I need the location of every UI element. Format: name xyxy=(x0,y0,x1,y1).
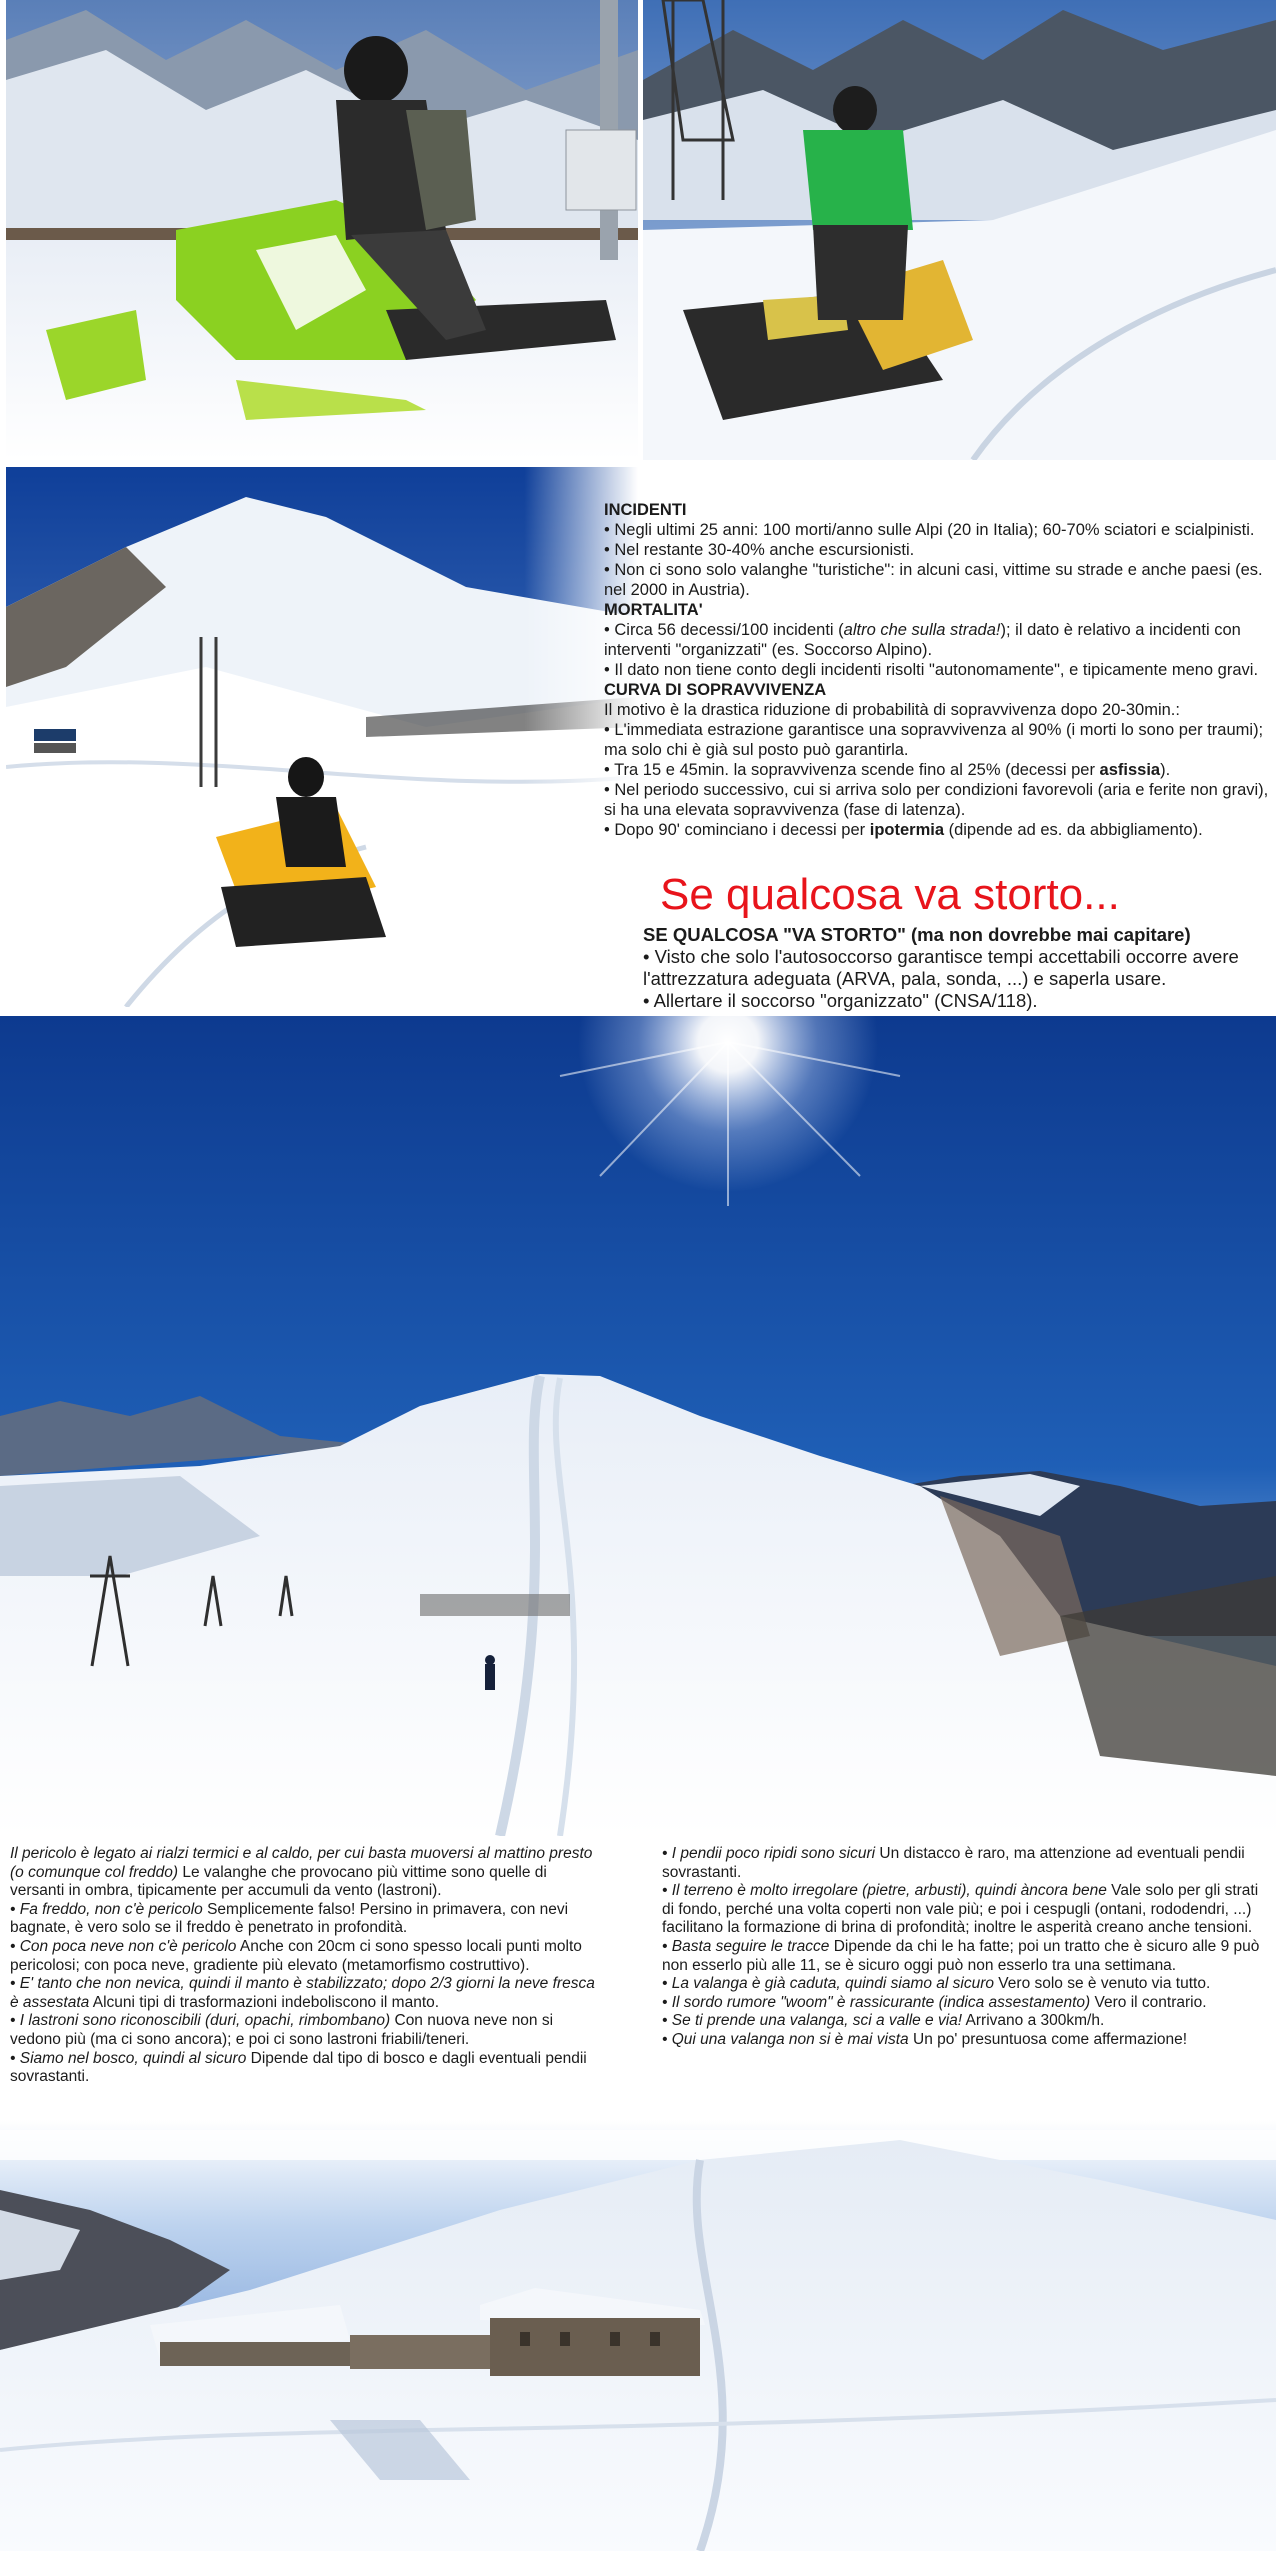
storto-heading: SE QUALCOSA "VA STORTO" (ma non dovrebbe mai capitare) xyxy=(643,924,1191,945)
storto-block xyxy=(643,924,1273,1012)
mortalita-item: • Circa 56 decessi/100 incidenti (altro che sulla strada!); il dato è relativo a incidenti con interventi "organizzati" (es. Soccorso Alpino). xyxy=(604,621,1241,659)
storto-item: • Allertare il soccorso "organizzato" (CNSA/118). xyxy=(643,990,1038,1011)
misconception-item: Il pericolo è legato ai rialzi termici e al caldo, per cui basta muoversi al mattino presto (o comunque col freddo) Le valanghe che provocano più vittime sono quelle di versanti in ombra, tipicamente per accumuli da vento (lastroni). xyxy=(10,1845,593,1900)
heading-mortalita: MORTALITA' xyxy=(604,601,703,619)
heading-incidenti: INCIDENTI xyxy=(604,501,687,519)
misconceptions-right-column xyxy=(662,1845,1264,2050)
misconceptions-left-column xyxy=(10,1845,602,2087)
misconception-item: • E' tanto che non nevica, quindi il manto è stabilizzato; dopo 2/3 giorni la neve fresca è assestata Alcuni tipi di trasformazioni indeboliscono il manto. xyxy=(10,1975,595,2011)
incidenti-item: • Nel restante 30-40% anche escursionisti. xyxy=(604,541,915,559)
incidenti-item: • Negli ultimi 25 anni: 100 morti/anno sulle Alpi (20 in Italia); 60-70% sciatori e scialpinisti. xyxy=(604,521,1255,539)
misconception-item: • I lastroni sono riconoscibili (duri, opachi, rimbombano) Con nuova neve non si vedono più (ma ci sono ancora); e poi ci sono lastroni friabili/teneri. xyxy=(10,2012,554,2048)
misconception-item: • Qui una valanga non si è mai vista Un po' presuntuosa come affermazione! xyxy=(662,2030,1188,2048)
misconception-item: • Con poca neve non c'è pericolo Anche con 20cm ci sono spesso locali punti molto pericolosi; con poca neve, gradiente più elevato (metamorfismo costruttivo). xyxy=(10,1937,582,1974)
misconception-item: • Il sordo rumore "woom" è rassicurante (indica assestamento) Vero il contrario. xyxy=(662,1993,1207,2011)
incidenti-item: • Non ci sono solo valanghe "turistiche": in alcuni casi, vittime su strade e anche paesi (es. nel 2000 in Austria). xyxy=(604,561,1263,599)
heading-curva: CURVA DI SOPRAVVIVENZA xyxy=(604,681,827,699)
info-block xyxy=(604,500,1272,840)
mortalita-item: • Il dato non tiene conto degli incidenti risolti "autonomamente", e tipicamente meno gravi. xyxy=(604,661,1259,679)
curva-item: • L'immediata estrazione garantisce una sopravvivenza al 90% (i morti lo sono per traumi); ma solo chi è già sul posto può garantirla. xyxy=(604,721,1264,759)
photo-mountain-hut-panorama xyxy=(0,2120,1276,2551)
curva-item: • Nel periodo successivo, cui si arriva solo per condizioni favorevoli (aria e ferite non gravi), si ha una elevata sopravvivenza (fase di latenza). xyxy=(604,781,1269,819)
curva-item: • Tra 15 e 45min. la sopravvivenza scende fino al 25% (decessi per asfissia). xyxy=(604,761,1171,779)
misconception-item: • La valanga è già caduta, quindi siamo al sicuro Vero solo se è venuto via tutto. xyxy=(662,1975,1211,1993)
misconception-item: • Siamo nel bosco, quindi al sicuro Dipende dal tipo di bosco e dagli eventuali pendii sovrastanti. xyxy=(10,2049,587,2086)
misconception-item: • Se ti prende una valanga, sci a valle e via! Arrivano a 300km/h. xyxy=(662,2012,1105,2030)
photo-snowmobile-green xyxy=(6,0,638,460)
photo-sun-ridge-panorama xyxy=(0,1016,1276,1836)
misconception-item: • Basta seguire le tracce Dipende da chi le ha fatte; poi un tratto che è sicuro alle 9 può non esserlo più alle 11, se è sicuro oggi può non esserlo tra una settimana. xyxy=(662,1937,1260,1974)
misconception-item: • Il terreno è molto irregolare (pietre, arbusti), quindi àncora bene Vale solo per gli strati di fondo, perché una volta coperti non vale più; e poi i cespugli (ontani, rododendri, ...) facilitano la formazione di brina di profondità; inoltre le asperità creano anche tensioni. xyxy=(662,1882,1259,1937)
storto-title: Se qualcosa va storto... xyxy=(660,870,1120,919)
storto-item: • Visto che solo l'autosoccorso garantisce tempi accettabili occorre avere l'attrezzatura adeguata (ARVA, pala, sonda, ...) e saperla usare. xyxy=(643,946,1239,989)
curva-item: • Dopo 90' cominciano i decessi per ipotermia (dipende ad es. da abbigliamento). xyxy=(604,821,1203,839)
misconception-item: • Fa freddo, non c'è pericolo Semplicemente falso! Persino in primavera, con nevi bagnate, è vero solo se il freddo è penetrato in profondità. xyxy=(10,1900,569,1937)
photo-snowmobile-ridge xyxy=(6,467,638,1007)
misconception-item: • I pendii poco ripidi sono sicuri Un distacco è raro, ma attenzione ad eventuali pendii sovrastanti. xyxy=(662,1845,1245,1881)
photo-snowmobile-back xyxy=(643,0,1276,460)
curva-intro: Il motivo è la drastica riduzione di probabilità di sopravvivenza dopo 20-30min.: xyxy=(604,701,1180,719)
